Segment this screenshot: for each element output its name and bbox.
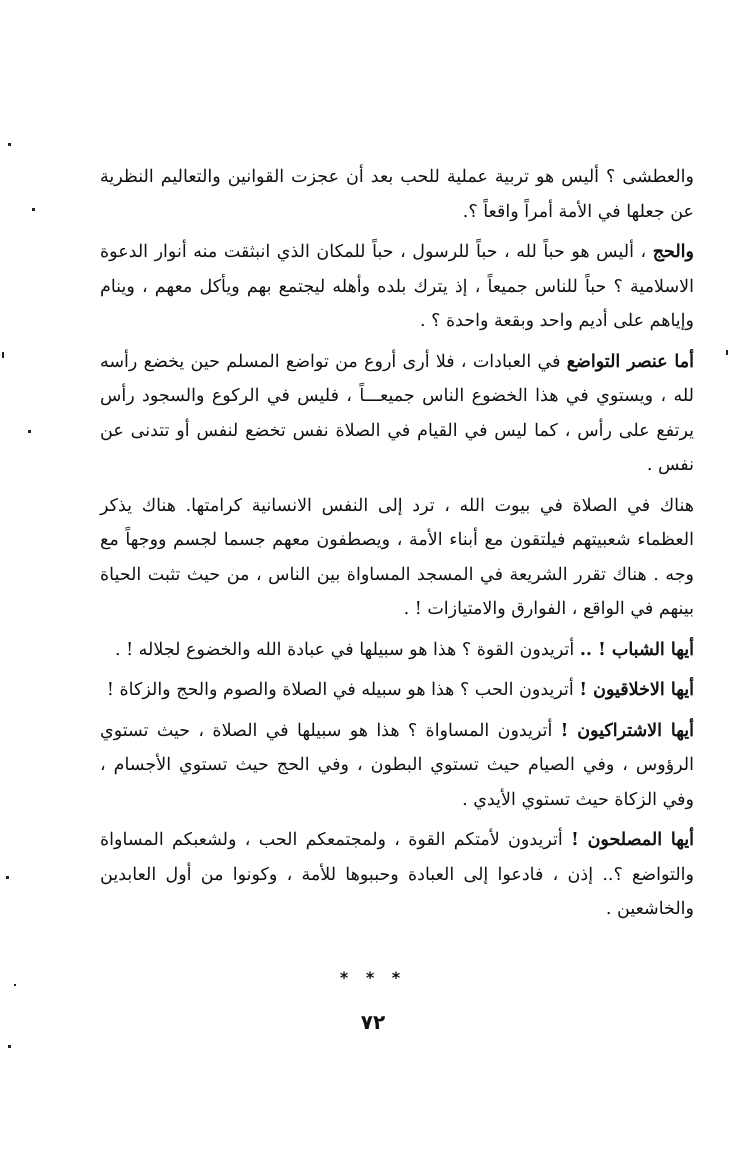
paragraph-5 (100, 633, 694, 668)
paragraph-7-text: أتريدون المساواة ؟ هذا هو سبيلها في الصلاة ، حيث تستوي الرؤوس ، وفي الصيام حيث تستوي البطون ، وفي الحج حيث تستوي الأجسام ، وفي الزكاة حيث تستوي الأيدي . (100, 720, 694, 810)
paragraph-3-text: في العبادات ، فلا أرى أروع من تواضع المسلم حين يخضع رأسه لله ، ويستوي في هذا الخضوع الناس جميعـــاً ، فليس في الركوع والسجود رأس يرتفع على رأس ، كما ليس في القيام في الصلاة نفس تخضع لنفس أو تتدنى عن نفس . (100, 351, 694, 475)
paragraph-4 (100, 489, 694, 627)
margin-mark-left-2 (2, 352, 4, 358)
paragraph-8-lead: أيها المصلحون ! (571, 830, 695, 850)
paragraph-4-text: هناك في الصلاة في بيوت الله ، ترد إلى النفس الانسانية كرامتها. هناك يذكر العظماء شعبيتهم فيلتقون مع أبناء الأمة ، ويصطفون معهم جسما لجسم ووجهاً مع وجه . هناك تقرر الشريعة في المسجد المساواة بين الناس ، من حيث تثبت الحياة بينهم في الواقع ، الفوارق والامتيازات ! . (100, 495, 694, 619)
paragraph-8-text: أتريدون لأمتكم القوة ، ولمجتمعكم الحب ، ولشعبكم المساواة والتواضع ؟.. إذن ، فادعوا إلى العبادة وحببوها للأمة ، وكونوا من أول العابدين والخاشعين . (100, 830, 694, 919)
paragraph-7 (100, 714, 694, 818)
paragraph-1-text: والعطشى ؟ أليس هو تربية عملية للحب بعد أن عجزت القوانين والتعاليم النظرية عن جعلها في الأمة أمراً واقعاً ؟. (100, 167, 694, 222)
margin-mark-top-left (8, 143, 11, 146)
paragraph-2 (100, 235, 694, 339)
paragraph-8 (100, 823, 694, 927)
page-number: ٧٢ (360, 1010, 386, 1034)
paragraph-7-lead: أيها الاشتراكيون ! (560, 720, 694, 741)
paragraph-3-lead: أما عنصر التواضع (566, 351, 694, 372)
margin-mark-left-6 (8, 1045, 11, 1048)
paragraph-2-lead: والحج (652, 242, 694, 262)
paragraph-6-lead: أيها الاخلاقيون ! (579, 680, 694, 700)
paragraph-2-text: ، أليس هو حباً لله ، حباً للرسول ، حباً للمكان الذي انبثقت منه أنوار الدعوة الاسلامية ؟ حباً للناس جميعاً ، إذ يترك بلده وأهله ليجتمع بهم ويأكل معهم ، وينام وإياهم على أديم واحد وبقعة واحدة ؟ . (100, 242, 694, 331)
margin-mark-left-3 (28, 430, 31, 433)
paragraph-6-text: أتريدون الحب ؟ هذا هو سبيله في الصلاة والصوم والحج والزكاة ! (106, 680, 580, 700)
paragraph-1 (100, 160, 694, 229)
body-text (100, 160, 694, 933)
paragraph-5-text: أتريدون القوة ؟ هذا هو سبيلها في عبادة الله والخضوع لجلاله ! . (114, 639, 580, 660)
margin-mark-right-1 (726, 350, 728, 355)
margin-mark-left-1 (32, 208, 35, 211)
paragraph-6 (100, 673, 694, 708)
margin-mark-left-4 (6, 876, 9, 879)
paragraph-3 (100, 345, 694, 483)
section-separator: * * * (339, 968, 407, 987)
paragraph-5-lead: أيها الشباب ! .. (579, 639, 694, 660)
